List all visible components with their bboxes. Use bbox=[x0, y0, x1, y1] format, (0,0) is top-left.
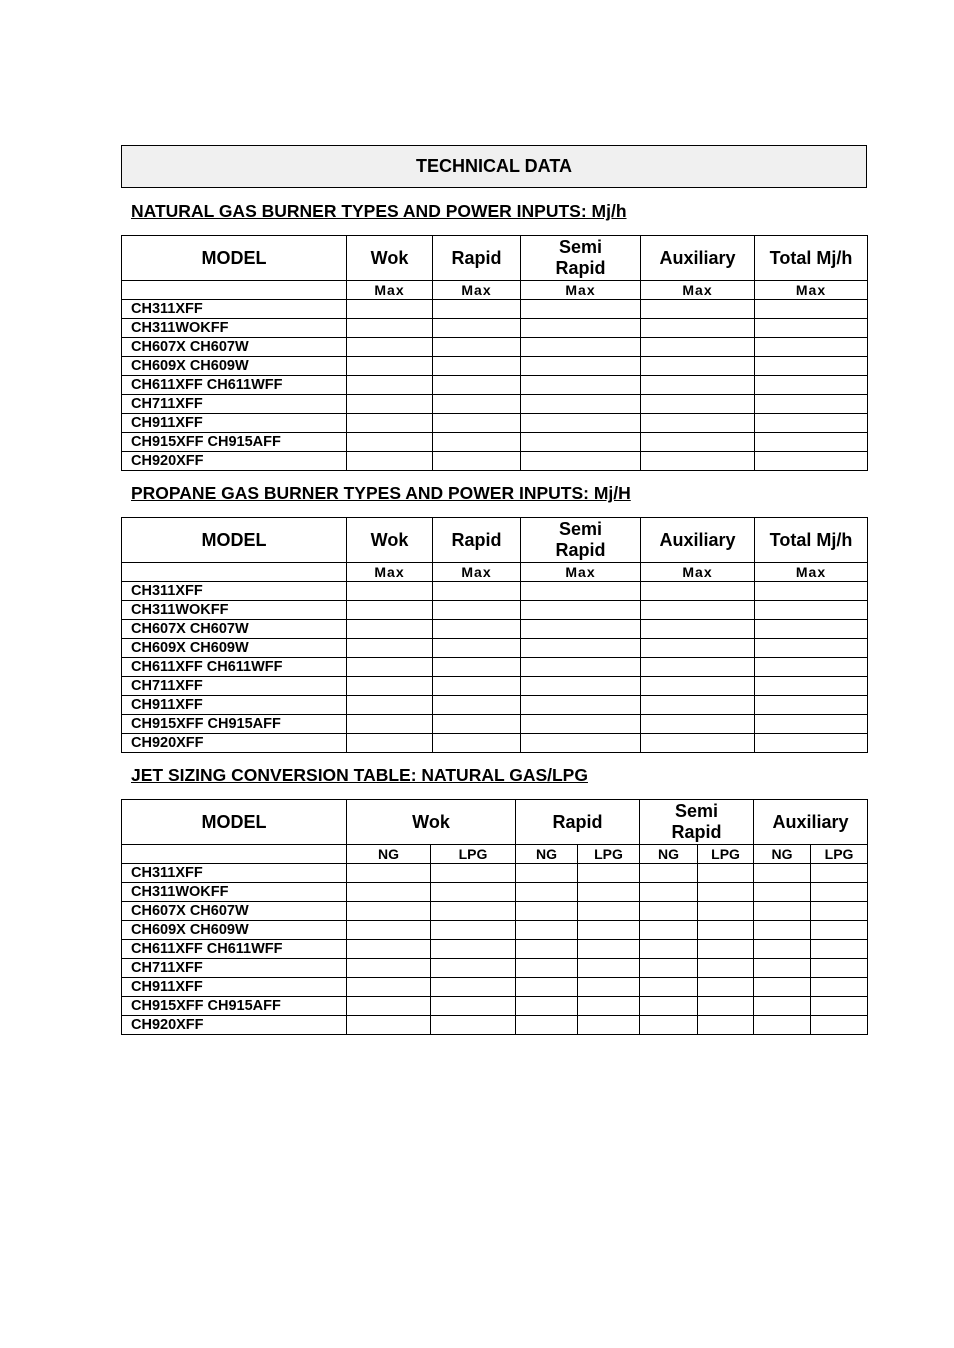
value-cell bbox=[640, 902, 698, 921]
value-cell bbox=[641, 319, 755, 338]
model-cell: CH311XFF bbox=[122, 864, 347, 883]
value-cell bbox=[347, 921, 431, 940]
table-row bbox=[122, 658, 868, 677]
value-cell bbox=[698, 883, 754, 902]
value-cell bbox=[433, 715, 521, 734]
value-cell bbox=[521, 357, 641, 376]
value-cell bbox=[755, 715, 868, 734]
table-row bbox=[122, 452, 868, 471]
value-cell bbox=[641, 338, 755, 357]
value-cell bbox=[347, 452, 433, 471]
value-cell bbox=[433, 452, 521, 471]
value-cell bbox=[755, 433, 868, 452]
table-row bbox=[122, 902, 868, 921]
value-cell bbox=[754, 1016, 811, 1035]
value-cell bbox=[755, 696, 868, 715]
header-auxiliary: Auxiliary bbox=[754, 800, 868, 845]
value-cell bbox=[347, 376, 433, 395]
subheader-max: Max bbox=[755, 281, 868, 300]
value-cell bbox=[433, 300, 521, 319]
value-cell bbox=[641, 395, 755, 414]
value-cell bbox=[521, 734, 641, 753]
subheader-max: Max bbox=[641, 563, 755, 582]
value-cell bbox=[641, 376, 755, 395]
table-row bbox=[122, 940, 868, 959]
value-cell bbox=[698, 864, 754, 883]
header-rapid: Rapid bbox=[433, 236, 521, 281]
model-cell: CH607X CH607W bbox=[122, 338, 347, 357]
value-cell bbox=[431, 997, 516, 1016]
value-cell bbox=[431, 902, 516, 921]
value-cell bbox=[578, 902, 640, 921]
value-cell bbox=[347, 677, 433, 696]
header-wok: Wok bbox=[347, 518, 433, 563]
value-cell bbox=[755, 677, 868, 696]
subheader-max: Max bbox=[433, 281, 521, 300]
model-cell: CH915XFF CH915AFF bbox=[122, 433, 347, 452]
model-cell: CH311WOKFF bbox=[122, 883, 347, 902]
value-cell bbox=[347, 658, 433, 677]
table-row bbox=[122, 338, 868, 357]
model-cell: CH611XFF CH611WFF bbox=[122, 376, 347, 395]
value-cell bbox=[578, 864, 640, 883]
value-cell bbox=[640, 959, 698, 978]
value-cell bbox=[433, 658, 521, 677]
value-cell bbox=[347, 978, 431, 997]
value-cell bbox=[433, 319, 521, 338]
jet-sizing-rows bbox=[122, 864, 868, 1035]
model-cell: CH611XFF CH611WFF bbox=[122, 940, 347, 959]
table-row bbox=[122, 883, 868, 902]
value-cell bbox=[698, 940, 754, 959]
header-model: MODEL bbox=[122, 236, 347, 281]
value-cell bbox=[578, 997, 640, 1016]
value-cell bbox=[431, 921, 516, 940]
header-model: MODEL bbox=[122, 518, 347, 563]
value-cell bbox=[578, 978, 640, 997]
table-row bbox=[122, 357, 868, 376]
subheader-lpg: LPG bbox=[431, 845, 516, 864]
value-cell bbox=[516, 864, 578, 883]
header-model: MODEL bbox=[122, 800, 347, 845]
header-semi-rapid bbox=[521, 518, 641, 563]
value-cell bbox=[754, 902, 811, 921]
header-rapid: Rapid bbox=[516, 800, 640, 845]
table-row bbox=[122, 620, 868, 639]
subheader-max: Max bbox=[521, 563, 641, 582]
value-cell bbox=[431, 978, 516, 997]
value-cell bbox=[641, 715, 755, 734]
subheader-blank bbox=[122, 563, 347, 582]
subheader-max: Max bbox=[641, 281, 755, 300]
value-cell bbox=[811, 864, 868, 883]
natural-gas-table bbox=[121, 235, 868, 471]
value-cell bbox=[811, 997, 868, 1016]
propane-table-heading: PROPANE GAS BURNER TYPES AND POWER INPUTS: Mj/H bbox=[131, 483, 631, 503]
value-cell bbox=[641, 601, 755, 620]
value-cell bbox=[521, 433, 641, 452]
value-cell bbox=[347, 734, 433, 753]
table-row bbox=[122, 715, 868, 734]
header-auxiliary: Auxiliary bbox=[641, 236, 755, 281]
model-cell: CH311XFF bbox=[122, 582, 347, 601]
value-cell bbox=[811, 1016, 868, 1035]
table-row bbox=[122, 959, 868, 978]
model-cell: CH920XFF bbox=[122, 1016, 347, 1035]
value-cell bbox=[755, 338, 868, 357]
header-wok: Wok bbox=[347, 800, 516, 845]
subheader-lpg: LPG bbox=[698, 845, 754, 864]
value-cell bbox=[431, 959, 516, 978]
header-total: Total Mj/h bbox=[755, 518, 868, 563]
header-auxiliary: Auxiliary bbox=[641, 518, 755, 563]
table-row bbox=[122, 978, 868, 997]
value-cell bbox=[347, 620, 433, 639]
value-cell bbox=[347, 433, 433, 452]
value-cell bbox=[433, 376, 521, 395]
value-cell bbox=[578, 940, 640, 959]
value-cell bbox=[347, 338, 433, 357]
value-cell bbox=[433, 677, 521, 696]
value-cell bbox=[347, 357, 433, 376]
header-rapid: Rapid bbox=[433, 518, 521, 563]
value-cell bbox=[347, 414, 433, 433]
value-cell bbox=[347, 582, 433, 601]
value-cell bbox=[516, 978, 578, 997]
model-cell: CH609X CH609W bbox=[122, 921, 347, 940]
value-cell bbox=[640, 997, 698, 1016]
value-cell bbox=[521, 338, 641, 357]
model-cell: CH609X CH609W bbox=[122, 357, 347, 376]
value-cell bbox=[754, 921, 811, 940]
subheader-ng: NG bbox=[754, 845, 811, 864]
value-cell bbox=[433, 582, 521, 601]
value-cell bbox=[755, 620, 868, 639]
value-cell bbox=[754, 978, 811, 997]
table-row bbox=[122, 639, 868, 658]
header-semi-rapid-label: Semi Rapid bbox=[555, 519, 606, 560]
value-cell bbox=[521, 395, 641, 414]
value-cell bbox=[347, 300, 433, 319]
value-cell bbox=[641, 433, 755, 452]
value-cell bbox=[521, 376, 641, 395]
value-cell bbox=[640, 1016, 698, 1035]
value-cell bbox=[521, 601, 641, 620]
value-cell bbox=[347, 883, 431, 902]
table-row bbox=[122, 376, 868, 395]
value-cell bbox=[433, 433, 521, 452]
model-cell: CH609X CH609W bbox=[122, 639, 347, 658]
propane-rows bbox=[122, 582, 868, 753]
value-cell bbox=[521, 300, 641, 319]
subheader-max: Max bbox=[755, 563, 868, 582]
header-semi-rapid-label: Semi Rapid bbox=[555, 237, 606, 278]
value-cell bbox=[754, 883, 811, 902]
value-cell bbox=[347, 639, 433, 658]
value-cell bbox=[640, 921, 698, 940]
header-semi-rapid bbox=[521, 236, 641, 281]
document-title: TECHNICAL DATA bbox=[121, 145, 867, 188]
value-cell bbox=[754, 940, 811, 959]
value-cell bbox=[641, 696, 755, 715]
value-cell bbox=[578, 883, 640, 902]
model-cell: CH611XFF CH611WFF bbox=[122, 658, 347, 677]
table-row bbox=[122, 319, 868, 338]
value-cell bbox=[811, 978, 868, 997]
value-cell bbox=[433, 601, 521, 620]
value-cell bbox=[347, 395, 433, 414]
header-total: Total Mj/h bbox=[755, 236, 868, 281]
value-cell bbox=[755, 734, 868, 753]
value-cell bbox=[431, 864, 516, 883]
value-cell bbox=[640, 978, 698, 997]
value-cell bbox=[755, 376, 868, 395]
value-cell bbox=[578, 921, 640, 940]
model-cell: CH911XFF bbox=[122, 978, 347, 997]
value-cell bbox=[755, 582, 868, 601]
table-row bbox=[122, 433, 868, 452]
value-cell bbox=[641, 452, 755, 471]
model-cell: CH711XFF bbox=[122, 677, 347, 696]
value-cell bbox=[754, 997, 811, 1016]
model-cell: CH711XFF bbox=[122, 395, 347, 414]
jet-sizing-table-heading: JET SIZING CONVERSION TABLE: NATURAL GAS/LPG bbox=[131, 765, 588, 785]
value-cell bbox=[755, 414, 868, 433]
value-cell bbox=[811, 883, 868, 902]
subheader-max: Max bbox=[347, 563, 433, 582]
value-cell bbox=[431, 883, 516, 902]
value-cell bbox=[698, 921, 754, 940]
value-cell bbox=[641, 658, 755, 677]
model-cell: CH911XFF bbox=[122, 414, 347, 433]
table-row bbox=[122, 300, 868, 319]
model-cell: CH711XFF bbox=[122, 959, 347, 978]
value-cell bbox=[755, 319, 868, 338]
subheader-lpg: LPG bbox=[578, 845, 640, 864]
value-cell bbox=[641, 620, 755, 639]
subheader-ng: NG bbox=[347, 845, 431, 864]
value-cell bbox=[521, 414, 641, 433]
value-cell bbox=[521, 696, 641, 715]
value-cell bbox=[755, 639, 868, 658]
value-cell bbox=[521, 452, 641, 471]
value-cell bbox=[521, 582, 641, 601]
table-row bbox=[122, 582, 868, 601]
value-cell bbox=[433, 639, 521, 658]
value-cell bbox=[811, 902, 868, 921]
value-cell bbox=[755, 357, 868, 376]
value-cell bbox=[755, 395, 868, 414]
value-cell bbox=[754, 959, 811, 978]
model-cell: CH607X CH607W bbox=[122, 620, 347, 639]
value-cell bbox=[641, 300, 755, 319]
model-cell: CH311WOKFF bbox=[122, 601, 347, 620]
header-semi-rapid bbox=[640, 800, 754, 845]
value-cell bbox=[640, 940, 698, 959]
value-cell bbox=[347, 959, 431, 978]
value-cell bbox=[347, 902, 431, 921]
value-cell bbox=[347, 1016, 431, 1035]
table-row bbox=[122, 395, 868, 414]
value-cell bbox=[521, 639, 641, 658]
value-cell bbox=[347, 601, 433, 620]
value-cell bbox=[516, 940, 578, 959]
natural-gas-table-heading: NATURAL GAS BURNER TYPES AND POWER INPUTS: Mj/h bbox=[131, 201, 627, 221]
value-cell bbox=[811, 921, 868, 940]
subheader-ng: NG bbox=[640, 845, 698, 864]
value-cell bbox=[347, 997, 431, 1016]
subheader-ng: NG bbox=[516, 845, 578, 864]
table-row bbox=[122, 696, 868, 715]
value-cell bbox=[431, 940, 516, 959]
value-cell bbox=[641, 639, 755, 658]
propane-table bbox=[121, 517, 868, 753]
value-cell bbox=[641, 734, 755, 753]
table-row bbox=[122, 997, 868, 1016]
value-cell bbox=[347, 864, 431, 883]
value-cell bbox=[516, 921, 578, 940]
value-cell bbox=[521, 620, 641, 639]
value-cell bbox=[433, 696, 521, 715]
model-cell: CH920XFF bbox=[122, 452, 347, 471]
value-cell bbox=[433, 620, 521, 639]
model-cell: CH915XFF CH915AFF bbox=[122, 715, 347, 734]
value-cell bbox=[698, 1016, 754, 1035]
value-cell bbox=[433, 734, 521, 753]
value-cell bbox=[433, 338, 521, 357]
value-cell bbox=[347, 696, 433, 715]
value-cell bbox=[755, 601, 868, 620]
natural-gas-rows bbox=[122, 300, 868, 471]
model-cell: CH911XFF bbox=[122, 696, 347, 715]
value-cell bbox=[516, 1016, 578, 1035]
value-cell bbox=[641, 677, 755, 696]
table-row bbox=[122, 734, 868, 753]
value-cell bbox=[641, 582, 755, 601]
model-cell: CH920XFF bbox=[122, 734, 347, 753]
value-cell bbox=[521, 658, 641, 677]
subheader-blank bbox=[122, 281, 347, 300]
value-cell bbox=[755, 452, 868, 471]
value-cell bbox=[521, 319, 641, 338]
value-cell bbox=[755, 300, 868, 319]
model-cell: CH607X CH607W bbox=[122, 902, 347, 921]
jet-sizing-table bbox=[121, 799, 868, 1035]
subheader-blank bbox=[122, 845, 347, 864]
subheader-max: Max bbox=[521, 281, 641, 300]
value-cell bbox=[811, 959, 868, 978]
value-cell bbox=[521, 677, 641, 696]
value-cell bbox=[433, 357, 521, 376]
value-cell bbox=[641, 357, 755, 376]
subheader-max: Max bbox=[433, 563, 521, 582]
value-cell bbox=[516, 959, 578, 978]
table-row bbox=[122, 677, 868, 696]
value-cell bbox=[516, 902, 578, 921]
table-row bbox=[122, 414, 868, 433]
model-cell: CH311XFF bbox=[122, 300, 347, 319]
value-cell bbox=[433, 395, 521, 414]
model-cell: CH915XFF CH915AFF bbox=[122, 997, 347, 1016]
value-cell bbox=[641, 414, 755, 433]
value-cell bbox=[516, 883, 578, 902]
value-cell bbox=[640, 864, 698, 883]
model-cell: CH311WOKFF bbox=[122, 319, 347, 338]
table-row bbox=[122, 601, 868, 620]
table-row bbox=[122, 1016, 868, 1035]
value-cell bbox=[811, 940, 868, 959]
value-cell bbox=[347, 319, 433, 338]
header-semi-rapid-label: Semi Rapid bbox=[671, 801, 722, 842]
value-cell bbox=[640, 883, 698, 902]
value-cell bbox=[698, 978, 754, 997]
value-cell bbox=[754, 864, 811, 883]
subheader-lpg: LPG bbox=[811, 845, 868, 864]
value-cell bbox=[516, 997, 578, 1016]
table-row bbox=[122, 921, 868, 940]
value-cell bbox=[347, 940, 431, 959]
table-row bbox=[122, 864, 868, 883]
value-cell bbox=[698, 959, 754, 978]
value-cell bbox=[698, 997, 754, 1016]
value-cell bbox=[433, 414, 521, 433]
value-cell bbox=[521, 715, 641, 734]
subheader-max: Max bbox=[347, 281, 433, 300]
value-cell bbox=[698, 902, 754, 921]
value-cell bbox=[755, 658, 868, 677]
header-wok: Wok bbox=[347, 236, 433, 281]
value-cell bbox=[347, 715, 433, 734]
value-cell bbox=[431, 1016, 516, 1035]
value-cell bbox=[578, 1016, 640, 1035]
value-cell bbox=[578, 959, 640, 978]
